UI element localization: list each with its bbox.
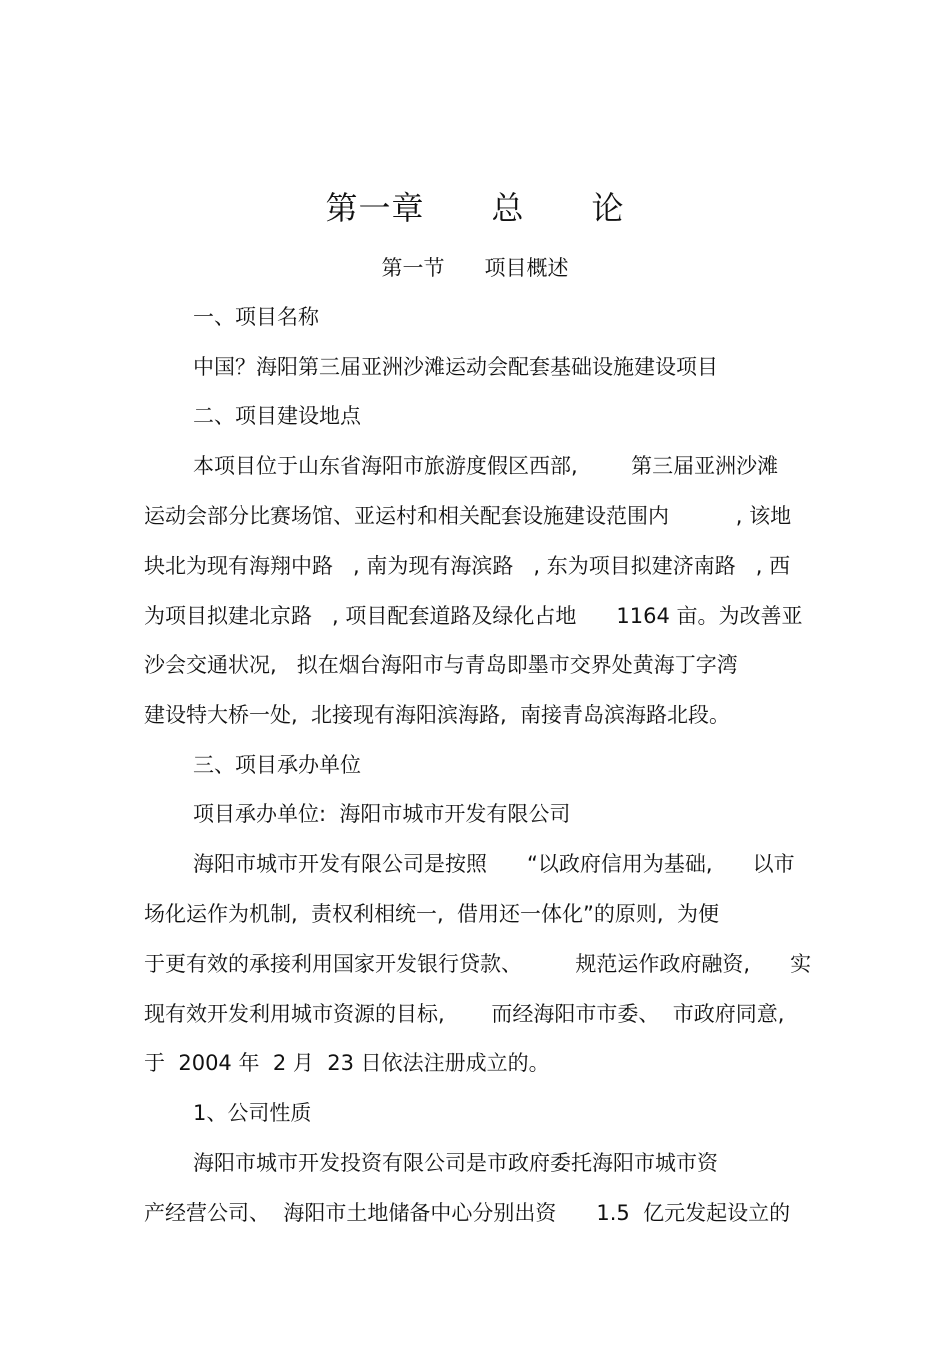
heading-company-nature: 1、公司性质 xyxy=(193,1101,312,1125)
paragraph-line: 于更有效的承接利用国家开发银行贷款、 规范运作政府融资, 实 xyxy=(144,952,812,976)
paragraph-line: 块北为现有海翔中路 , 南为现有海滨路 , 东为项目拟建济南路 , 西 xyxy=(144,554,791,578)
paragraph-line: 项目承办单位: 海阳市城市开发有限公司 xyxy=(193,802,571,826)
section-title: 第一节 项目概述 xyxy=(381,256,569,280)
heading-project-organizer: 三、项目承办单位 xyxy=(193,753,361,777)
paragraph-line: 为项目拟建北京路 , 项目配套道路及绿化占地 1164 亩。为改善亚 xyxy=(144,604,803,628)
paragraph-line: 于 2004 年 2 月 23 日依法注册成立的。 xyxy=(144,1051,550,1075)
paragraph-line: 本项目位于山东省海阳市旅游度假区西部, 第三届亚洲沙滩 xyxy=(193,454,779,478)
heading-project-name: 一、项目名称 xyxy=(193,305,319,329)
paragraph-line: 沙会交通状况, 拟在烟台海阳市与青岛即墨市交界处黄海丁字湾 xyxy=(144,653,738,677)
paragraph-line: 场化运作为机制, 责权利相统一, 借用还一体化”的原则, 为便 xyxy=(144,902,719,926)
paragraph-line: 海阳市城市开发有限公司是按照 “以政府信用为基础, 以市 xyxy=(193,852,795,876)
paragraph-line: 产经营公司、 海阳市土地储备中心分别出资 1.5 亿元发起设立的 xyxy=(144,1201,791,1225)
paragraph-line: 中国？海阳第三届亚洲沙滩运动会配套基础设施建设项目 xyxy=(193,355,718,379)
paragraph-line: 海阳市城市开发投资有限公司是市政府委托海阳市城市资 xyxy=(193,1151,718,1175)
paragraph-line: 建设特大桥一处, 北接现有海阳滨海路, 南接青岛滨海路北段。 xyxy=(144,703,731,727)
paragraph-line: 运动会部分比赛场馆、亚运村和相关配套设施建设范围内 , 该地 xyxy=(144,504,792,528)
paragraph-line: 现有效开发利用城市资源的目标, 而经海阳市市委、 市政府同意, xyxy=(144,1002,785,1026)
chapter-title: 第一章 总 论 xyxy=(325,189,625,227)
heading-project-location: 二、项目建设地点 xyxy=(193,404,361,428)
